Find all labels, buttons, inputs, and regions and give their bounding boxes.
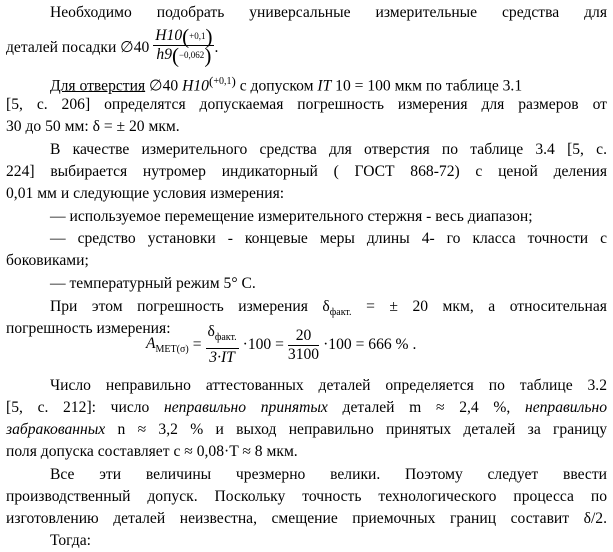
text-line-5: 30 до 50 мм: δ = ± 20 мкм.: [6, 118, 180, 135]
text-line-13: При этом погрешность измерения $\delta_{факт.}$ = ± 20 мкм, а относительная: [50, 298, 607, 319]
formula-fraction-2: $\frac{20}{3100}$: [287, 326, 320, 363]
text-line-17: [5, с. 212]: число неправильно принятых деталей m ≈ 2,4 %, неправильно: [6, 399, 607, 416]
text-line-16: Число неправильно аттестованных деталей определяется по таблице 3.2: [50, 377, 607, 394]
text-line-1: Необходимо подобрать универсальные измерительные средства для: [50, 4, 607, 21]
text-line-18: забракованных n ≈ 3,2 % и выход неправильно принятых деталей за границу: [6, 421, 607, 438]
relative-error-formula: $A_{МЕТ(\sigma)}$ = $\frac{\delta_{факт.}}{3\cdot IT}$ ·100 = $\frac{20}{3100}$ ·100 = 666 % .: [146, 323, 417, 366]
text-line-7: 224] выбирается нутромер индикаторный ( ГОСТ 868-72) с ценой деления: [6, 163, 607, 180]
text-line-10: — средство установки - концевые меры длины 4- го класса точности с: [50, 230, 607, 247]
text-line-6: В качестве измерительного средства для отверстия по таблице 3.4 [5, с.: [50, 141, 607, 158]
fit-numerator: H10(+0,1): [155, 23, 213, 48]
text-line-21: производственный допуск. Поскольку точность технологического процесса по: [6, 488, 607, 505]
text-line-8: 0,01 мм и следующие условия измерения:: [6, 185, 285, 202]
text-line-4: [5, с. 206] определятся допускаемая погрешность измерения для размеров от: [6, 96, 607, 113]
text-line-14: погрешность измерения:: [6, 320, 171, 337]
fit-lower-tol: −0,062: [178, 50, 205, 61]
fit-upper-tol: +0,1: [189, 30, 206, 41]
fit-fraction: [153, 23, 214, 68]
hole-heading: Для отверстия: [50, 77, 146, 95]
text-line-12: — температурный режим 5° С.: [50, 275, 256, 292]
text-line-23: Тогда:: [50, 532, 91, 549]
fit-text: деталей посадки ∅40: [6, 39, 150, 56]
text-line-9: — используемое перемещение измерительного стержня - весь диапазон;: [50, 208, 533, 225]
text-line-11: боковиками;: [6, 252, 89, 269]
text-line-19: поля допуска составляет c ≈ 0,08·T ≈ 8 мкм.: [6, 443, 298, 460]
text-line-22: изготовлению деталей неизвестна, смещение приемочных границ составит δ/2.: [6, 510, 607, 527]
text-line-3: Для отверстия ∅40 $H10^{(+0,1)}$ с допуском IT 10 = 100 мкм по таблице 3.1: [50, 74, 523, 95]
fit-designation-line: деталей посадки ∅40 $\frac{H10(+0,1)}{h9(-0,062)}$ .: [6, 23, 219, 68]
fit-denominator: h9(−0,062): [156, 43, 212, 68]
formula-fraction-1: $\frac{\delta_{факт.}}{3\cdot IT}$: [207, 323, 237, 366]
text-line-20: Все эти величины чрезмерно велики. Поэтому следует ввести: [50, 466, 607, 483]
